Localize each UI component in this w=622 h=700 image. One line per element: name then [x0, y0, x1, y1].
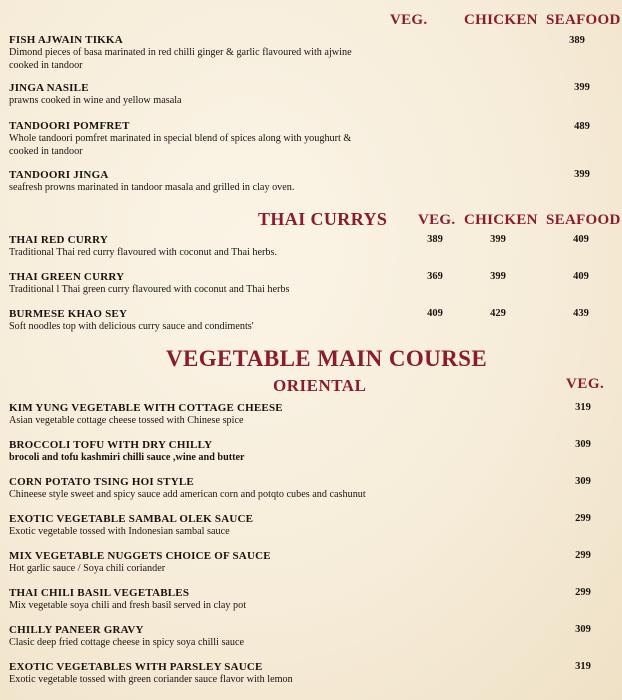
item-name: MIX VEGETABLE NUGGETS CHOICE OF SAUCE — [9, 550, 271, 562]
section-title-vegetable-main-course: VEGETABLE MAIN COURSE — [166, 346, 488, 371]
menu-item — [9, 624, 389, 650]
chicken-price: 399 — [490, 271, 506, 282]
veg-price: 369 — [427, 271, 443, 282]
item-description: Traditional Thai red curry flavoured with coconut and Thai herbs. — [9, 247, 278, 258]
item-description: Soft noodles top with delicious curry sauce and condiments' — [9, 321, 254, 332]
menu-item — [9, 308, 389, 334]
veg-price: 319 — [575, 402, 591, 413]
item-description: Clasic deep fried cottage cheese in spicy soya chilli sauce — [9, 637, 245, 648]
menu-item — [9, 82, 389, 108]
item-description: Dimond pieces of basa marinated in red chilli ginger & garlic flavoured with ajwine cooked in tandoor — [9, 47, 352, 71]
menu-item — [9, 402, 389, 428]
veg-price: 309 — [575, 476, 591, 487]
veg-price: 299 — [575, 550, 591, 561]
item-description: seafresh prowns marinated in tandoor masala and grilled in clay oven. — [9, 182, 295, 193]
seafood-price: 489 — [574, 121, 590, 132]
item-description: Chineese style sweet and spicy sauce add american corn and potqto cubes and cashunut — [9, 489, 366, 500]
chicken-column-header: CHICKEN — [464, 12, 538, 28]
veg-price: 299 — [575, 587, 591, 598]
item-name: EXOTIC VEGETABLES WITH PARSLEY SAUCE — [9, 661, 263, 673]
seafood-column-header: SEAFOOD — [546, 12, 621, 28]
item-name: THAI CHILI BASIL VEGETABLES — [9, 587, 190, 599]
menu-item — [9, 661, 389, 687]
item-name: KIM YUNG VEGETABLE WITH COTTAGE CHEESE — [9, 402, 283, 414]
section-subtitle-oriental: ORIENTAL — [273, 376, 367, 395]
item-name: TANDOORI POMFRET — [9, 120, 130, 132]
menu-item — [9, 550, 389, 576]
veg-column-header: VEG. — [390, 12, 428, 28]
item-description: Hot garlic sauce / Soya chili coriander — [9, 563, 166, 574]
item-description: Exotic vegetable tossed with Indonesian sambal sauce — [9, 526, 230, 537]
seafood-price: 399 — [574, 82, 590, 93]
seafood-price: 409 — [573, 234, 589, 245]
item-description: Asian vegetable cottage cheese tossed with Chinese spice — [9, 415, 244, 426]
menu-item — [9, 169, 389, 195]
menu-item — [9, 476, 479, 502]
item-name: BROCCOLI TOFU WITH DRY CHILLY — [9, 439, 213, 451]
seafood-price: 439 — [573, 308, 589, 319]
seafood-price: 409 — [573, 271, 589, 282]
item-name: TANDOORI JINGA — [9, 169, 109, 181]
item-description: prawns cooked in wine and yellow masala — [9, 95, 182, 106]
item-name: CHILLY PANEER GRAVY — [9, 624, 144, 636]
veg-price: 389 — [427, 234, 443, 245]
veg-price: 309 — [575, 439, 591, 450]
menu-item — [9, 120, 389, 158]
menu-item — [9, 234, 389, 260]
section-title-thai-currys: THAI CURRYS — [258, 209, 388, 229]
veg-price: 409 — [427, 308, 443, 319]
item-name: CORN POTATO TSING HOI STYLE — [9, 476, 194, 488]
item-name: JINGA NASILE — [9, 82, 89, 94]
item-description: Mix vegetable soya chili and fresh basil served in clay pot — [9, 600, 247, 611]
veg-price: 299 — [575, 513, 591, 524]
menu-item — [9, 439, 389, 465]
item-description: Traditional l Thai green curry flavoured with coconut and Thai herbs — [9, 284, 290, 295]
item-name: THAI RED CURRY — [9, 234, 108, 246]
menu-item — [9, 34, 389, 72]
item-name: THAI GREEN CURRY — [9, 271, 125, 283]
seafood-price: 389 — [569, 35, 585, 46]
chicken-price: 429 — [490, 308, 506, 319]
veg-price: 309 — [575, 624, 591, 635]
chicken-column-header: CHICKEN — [464, 212, 538, 228]
item-description: Exotic vegetable tossed with green coriander sauce flavor with lemon — [9, 674, 293, 685]
seafood-column-header: SEAFOOD — [546, 212, 621, 228]
menu-item — [9, 587, 389, 613]
item-name: EXOTIC VEGETABLE SAMBAL OLEK SAUCE — [9, 513, 254, 525]
item-description: Whole tandoori pomfret marinated in special blend of spices along with youghurt & cooked in tandoor — [9, 133, 352, 157]
seafood-price: 399 — [574, 169, 590, 180]
item-name: FISH AJWAIN TIKKA — [9, 34, 123, 46]
item-name: BURMESE KHAO SEY — [9, 308, 128, 320]
menu-item — [9, 513, 389, 539]
menu-item — [9, 271, 389, 297]
item-description: brocoli and tofu kashmiri chilli sauce ,wine and butter — [9, 452, 245, 463]
veg-column-header: VEG. — [566, 376, 605, 392]
veg-price: 319 — [575, 661, 591, 672]
chicken-price: 399 — [490, 234, 506, 245]
veg-column-header: VEG. — [418, 212, 456, 228]
